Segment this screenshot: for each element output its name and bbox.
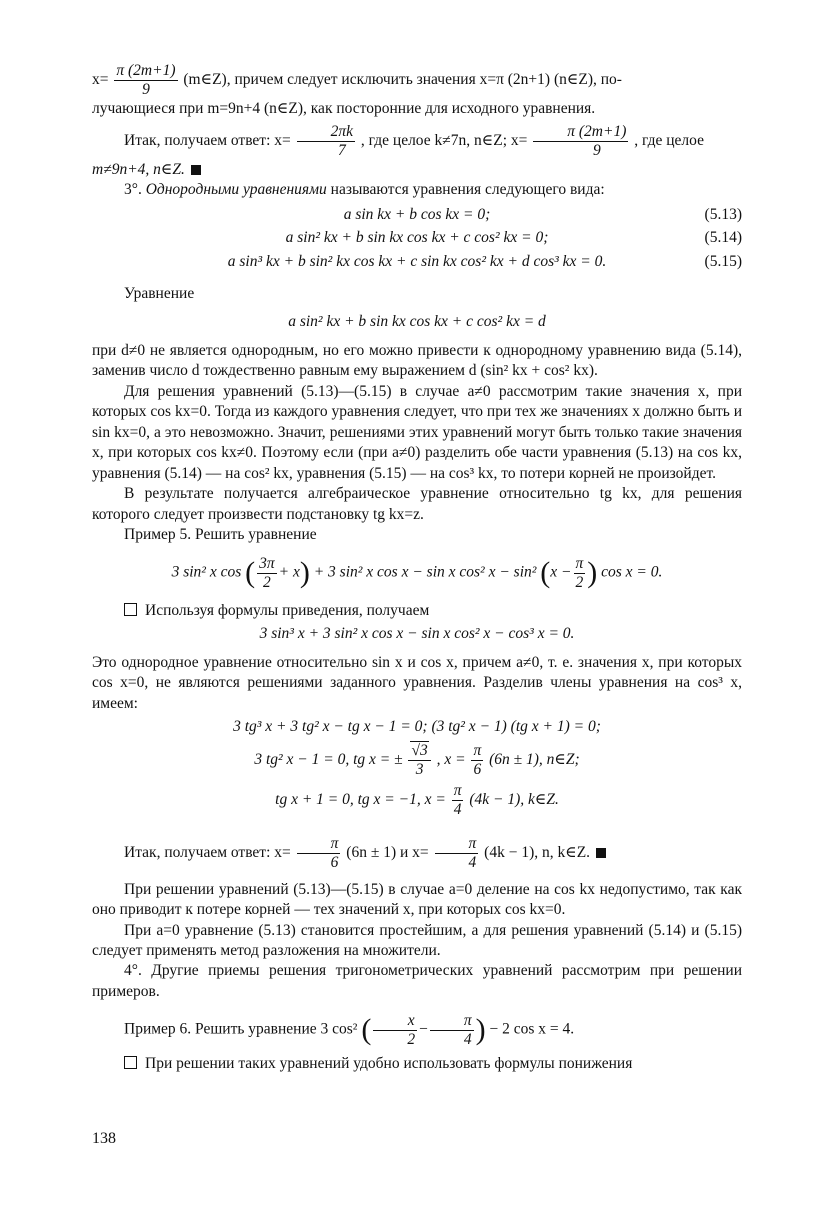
right-paren: )	[587, 556, 598, 590]
page-content	[92, 62, 742, 1074]
square-root: √3	[411, 741, 428, 759]
text: (m∈Z), причем следует исключить значения x=π (2n+1) (n∈Z), по-	[183, 70, 622, 88]
equation-5-13	[92, 205, 742, 225]
solution-start-mark	[124, 603, 137, 616]
solution-start	[92, 1054, 742, 1074]
equation-tg-cubic	[92, 717, 742, 737]
equation-text: (4k − 1), k∈Z.	[469, 791, 559, 809]
fraction	[297, 123, 355, 160]
text: называются уравнения следующего вида:	[326, 181, 605, 199]
text: , где целое k≠7n, n∈Z; x=	[360, 131, 528, 149]
denominator: 4	[453, 801, 462, 819]
denominator: 9	[142, 80, 150, 98]
denominator: 7	[337, 141, 346, 159]
solution-start-mark	[124, 1056, 137, 1069]
numerator: π	[453, 782, 462, 800]
paragraph: При решении уравнений (5.13)—(5.15) в случае a=0 деление на cos kx недопустимо, так как оно приводит к потере корней — тех значений x, при которых cos kx=0.	[92, 880, 742, 919]
numerator: 3π	[259, 554, 275, 572]
equation-5-14	[92, 228, 742, 248]
equation-text: cos x = 0.	[601, 563, 663, 581]
solution-start	[92, 601, 742, 621]
term: Однородными уравнениями	[145, 181, 327, 199]
numerator: π	[430, 1012, 474, 1031]
denominator: 2	[262, 573, 271, 591]
left-paren: (	[540, 556, 551, 590]
equation-text: 3 sin² x cos	[171, 563, 242, 581]
fraction	[408, 742, 430, 779]
example-title: Пример 5. Решить уравнение	[124, 525, 317, 543]
equation-text: x −	[550, 563, 572, 581]
numerator: π (2m+1)	[116, 62, 176, 79]
text: Итак, получаем ответ: x=	[124, 131, 291, 149]
text: , где целое	[634, 131, 704, 149]
text-line	[92, 160, 742, 180]
fraction	[471, 742, 483, 779]
fraction	[452, 782, 464, 819]
equation-nonhomogeneous	[92, 312, 742, 332]
fraction	[435, 835, 479, 872]
page-number: 138	[92, 1130, 116, 1147]
equation-text: a sin³ kx + b sin² kx cos kx + c sin kx cos² kx + d cos³ kx = 0.	[227, 252, 607, 270]
paragraph: Это однородное уравнение относительно sin x и cos x, причем a≠0, т. е. значения x, при которых cos x=0, не являются решениями заданного уравнения. Разделив члены уравнения на cos³ x, имеем:	[92, 653, 742, 712]
fraction	[533, 123, 628, 160]
section-intro	[92, 180, 742, 200]
denominator: 9	[592, 141, 601, 159]
equation-5-15	[92, 252, 742, 272]
answer-line	[92, 123, 742, 160]
denominator: 6	[473, 760, 482, 778]
equation-text: a sin kx + b cos kx = 0;	[343, 205, 491, 223]
text: При решении таких уравнений удобно использовать формулы понижения	[145, 1054, 633, 1072]
paragraph: При a=0 уравнение (5.13) становится простейшим, а для решения уравнений (5.14) и (5.15) следует применять метод разложения на множители.	[92, 921, 742, 959]
math-text: x=	[92, 70, 109, 88]
equation-text: −	[419, 1020, 428, 1038]
numerator: π	[473, 741, 482, 759]
equation-text: 3 sin³ x + 3 sin² x cos x − sin x cos² x − cos³ x = 0.	[259, 625, 575, 643]
equation-text: + x	[278, 563, 300, 581]
fraction	[373, 1012, 417, 1049]
equation-text: + 3 sin² x cos x − sin x cos² x − sin²	[313, 563, 537, 581]
text-line: Уравнение	[124, 284, 195, 302]
equation-number: (5.13)	[704, 205, 742, 223]
equation-text: , x =	[436, 750, 466, 768]
numerator: π	[435, 835, 479, 854]
equation-text: (6n ± 1), n∈Z;	[489, 750, 580, 768]
text: Итак, получаем ответ: x=	[124, 843, 291, 861]
denominator: 2	[575, 573, 584, 591]
numerator: π (2m+1)	[533, 123, 628, 142]
text-line: лучающиеся при m=9n+4 (n∈Z), как посторонние для исходного уравнения.	[92, 99, 596, 117]
text: (4k − 1), n, k∈Z.	[484, 843, 591, 861]
denominator: 4	[468, 853, 477, 871]
paragraph: В результате получается алгебраическое уравнение относительно tg kx, для решения которого следует произвести подстановку tg kx=z.	[92, 485, 742, 523]
equation-text: 3 tg³ x + 3 tg² x − tg x − 1 = 0; (3 tg² x − 1) (tg x + 1) = 0;	[233, 718, 601, 736]
equation-number: (5.14)	[704, 229, 742, 247]
fraction	[297, 835, 341, 872]
left-paren: (	[361, 1013, 372, 1047]
fraction	[114, 62, 177, 99]
fraction	[257, 555, 277, 592]
fraction	[574, 555, 586, 592]
paragraph: Для решения уравнений (5.13)—(5.15) в случае a≠0 рассмотрим такие значения x, при которых cos kx=0. Тогда из каждого уравнения следует, что при тех же значениях x должно быть и sin kx=0, а это невозможно. Значит, решениями этих уравнений могут быть только такие значения x, при которых cos kx≠0. Поэтому если (при a≠0) разделить обе части уравнения (5.13) на cos kx, уравнения (5.14) — на cos² kx, уравнения (5.15) — на cos³ kx, то потери корней не произойдет.	[92, 382, 742, 482]
equation-text: a sin² kx + b sin kx cos kx + c cos² kx = 0;	[285, 229, 549, 247]
right-paren: )	[475, 1013, 486, 1047]
end-of-proof-mark	[191, 165, 201, 175]
example-6-title	[92, 1010, 742, 1050]
equation-text: − 2 cos x = 4.	[489, 1020, 575, 1038]
answer-line	[92, 835, 742, 872]
denominator: 6	[330, 853, 339, 871]
left-paren: (	[245, 556, 256, 590]
numerator: π	[575, 554, 584, 572]
text-line	[92, 62, 742, 99]
numerator: π	[297, 835, 341, 854]
right-paren: )	[299, 556, 310, 590]
text: (6n ± 1) и x=	[346, 843, 429, 861]
denominator: 4	[463, 1030, 472, 1048]
equation-text: a sin² kx + b sin kx cos kx + c cos² kx = d	[288, 313, 546, 331]
section-number: 3°.	[124, 181, 146, 199]
numerator: x	[373, 1012, 417, 1031]
paragraph: 4°. Другие приемы решения тригонометрических уравнений рассмотрим при решении примеров.	[92, 962, 742, 1000]
text: Используя формулы приведения, получаем	[145, 602, 430, 619]
equation-number: (5.15)	[704, 252, 742, 270]
equation-text: 3 tg² x − 1 = 0, tg x = ±	[254, 750, 403, 768]
example-5-reduced-equation	[92, 624, 742, 644]
denominator: 2	[407, 1030, 416, 1048]
numerator: 2πk	[297, 123, 355, 142]
numerator	[408, 742, 430, 761]
fraction	[430, 1012, 474, 1049]
paragraph: при d≠0 не является однородным, но его можно привести к однородному уравнению вида (5.14), заменив число d тождественно равным ему выражением d (sin² kx + cos² kx).	[92, 341, 742, 380]
equation-tg-linear	[92, 782, 742, 819]
math-text: m≠9n+4, n∈Z.	[92, 160, 185, 178]
end-of-proof-mark	[596, 848, 606, 858]
denominator: 3	[415, 760, 424, 778]
text: Пример 6. Решить уравнение 3 cos²	[124, 1020, 358, 1038]
equation-text: tg x + 1 = 0, tg x = −1, x =	[275, 791, 446, 809]
equation-tg-quadratic	[92, 742, 742, 779]
example-5-equation	[92, 553, 742, 593]
